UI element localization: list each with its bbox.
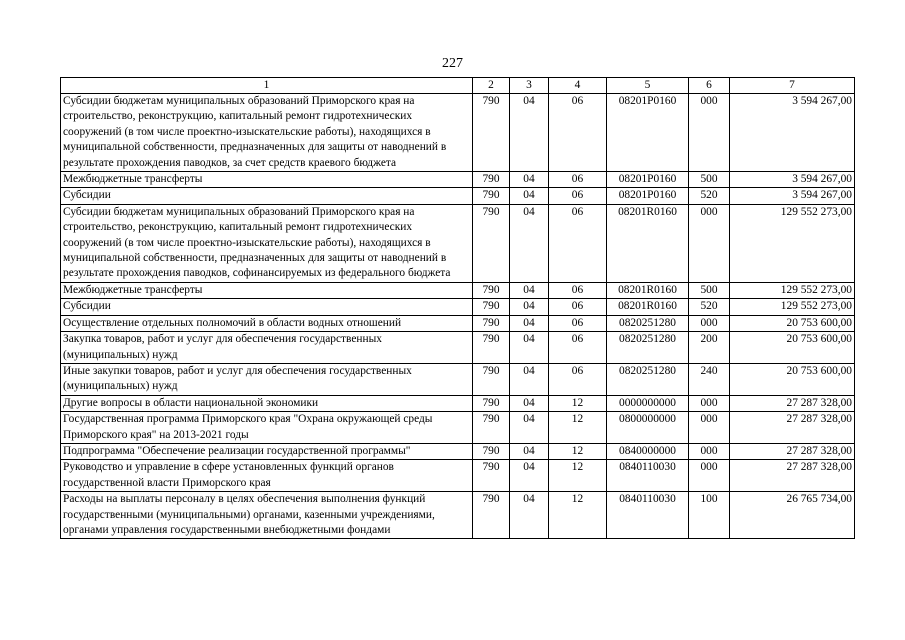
row-subsection-code: 06 bbox=[549, 363, 607, 395]
row-grbs-code: 790 bbox=[473, 395, 510, 411]
column-header: 2 bbox=[473, 78, 510, 94]
row-subsection-code: 06 bbox=[549, 188, 607, 204]
row-description: Государственная программа Приморского края "Охрана окружающей среды Приморского края" на 2013-2021 годы bbox=[61, 412, 473, 444]
row-target-article-code: 0840110030 bbox=[607, 492, 689, 539]
row-description: Субсидии бюджетам муниципальных образований Приморского края на строительство, реконструкцию, капитальный ремонт гидротехнических сооружений (в том числе проектно-изыскательские работы), находящихся в муниципальной собственности, предназначенных для защиты от наводнений в результате прохождения паводков, софинансируемых из федерального бюджета bbox=[61, 204, 473, 282]
row-description: Иные закупки товаров, работ и услуг для обеспечения государственных (муниципальных) нужд bbox=[61, 363, 473, 395]
row-expense-type-code: 000 bbox=[689, 460, 730, 492]
row-target-article-code: 08201P0160 bbox=[607, 188, 689, 204]
row-amount: 26 765 734,00 bbox=[730, 492, 855, 539]
row-grbs-code: 790 bbox=[473, 188, 510, 204]
row-subsection-code: 12 bbox=[549, 460, 607, 492]
row-target-article-code: 08201P0160 bbox=[607, 94, 689, 172]
table-row bbox=[61, 363, 855, 395]
row-section-code: 04 bbox=[510, 315, 549, 331]
row-section-code: 04 bbox=[510, 188, 549, 204]
row-target-article-code: 0820251280 bbox=[607, 332, 689, 364]
row-amount: 3 594 267,00 bbox=[730, 188, 855, 204]
row-target-article-code: 0840110030 bbox=[607, 460, 689, 492]
row-expense-type-code: 000 bbox=[689, 443, 730, 459]
row-expense-type-code: 000 bbox=[689, 395, 730, 411]
row-subsection-code: 06 bbox=[549, 282, 607, 298]
row-description: Другие вопросы в области национальной экономики bbox=[61, 395, 473, 411]
row-section-code: 04 bbox=[510, 412, 549, 444]
row-grbs-code: 790 bbox=[473, 332, 510, 364]
row-section-code: 04 bbox=[510, 204, 549, 282]
row-target-article-code: 08201R0160 bbox=[607, 204, 689, 282]
row-expense-type-code: 520 bbox=[689, 299, 730, 315]
row-target-article-code: 0820251280 bbox=[607, 315, 689, 331]
row-section-code: 04 bbox=[510, 172, 549, 188]
row-description: Подпрограмма "Обеспечение реализации государственной программы" bbox=[61, 443, 473, 459]
row-section-code: 04 bbox=[510, 282, 549, 298]
row-section-code: 04 bbox=[510, 395, 549, 411]
table-row bbox=[61, 332, 855, 364]
table-row bbox=[61, 282, 855, 298]
column-header: 7 bbox=[730, 78, 855, 94]
row-grbs-code: 790 bbox=[473, 94, 510, 172]
row-grbs-code: 790 bbox=[473, 363, 510, 395]
row-amount: 129 552 273,00 bbox=[730, 299, 855, 315]
table-row bbox=[61, 172, 855, 188]
row-target-article-code: 08201R0160 bbox=[607, 299, 689, 315]
row-subsection-code: 06 bbox=[549, 299, 607, 315]
row-expense-type-code: 100 bbox=[689, 492, 730, 539]
row-section-code: 04 bbox=[510, 299, 549, 315]
row-amount: 27 287 328,00 bbox=[730, 395, 855, 411]
row-target-article-code: 0800000000 bbox=[607, 412, 689, 444]
header-row bbox=[61, 78, 855, 94]
row-amount: 3 594 267,00 bbox=[730, 94, 855, 172]
row-amount: 20 753 600,00 bbox=[730, 332, 855, 364]
column-header: 5 bbox=[607, 78, 689, 94]
budget-table bbox=[60, 77, 855, 539]
table-row bbox=[61, 443, 855, 459]
row-grbs-code: 790 bbox=[473, 172, 510, 188]
row-expense-type-code: 000 bbox=[689, 204, 730, 282]
row-expense-type-code: 240 bbox=[689, 363, 730, 395]
table-row bbox=[61, 315, 855, 331]
column-header: 4 bbox=[549, 78, 607, 94]
row-target-article-code: 0000000000 bbox=[607, 395, 689, 411]
table-row bbox=[61, 492, 855, 539]
row-description: Руководство и управление в сфере установленных функций органов государственной власти Приморского края bbox=[61, 460, 473, 492]
row-expense-type-code: 200 bbox=[689, 332, 730, 364]
row-amount: 20 753 600,00 bbox=[730, 363, 855, 395]
row-grbs-code: 790 bbox=[473, 443, 510, 459]
row-target-article-code: 08201P0160 bbox=[607, 172, 689, 188]
row-description: Субсидии бюджетам муниципальных образований Приморского края на строительство, реконструкцию, капитальный ремонт гидротехнических сооружений (в том числе проектно-изыскательские работы), находящихся в муниципальной собственности, предназначенных для защиты от наводнений в результате прохождения паводков, за счет средств краевого бюджета bbox=[61, 94, 473, 172]
row-expense-type-code: 000 bbox=[689, 94, 730, 172]
table-row bbox=[61, 188, 855, 204]
row-section-code: 04 bbox=[510, 332, 549, 364]
table-body bbox=[61, 94, 855, 539]
row-grbs-code: 790 bbox=[473, 315, 510, 331]
row-expense-type-code: 000 bbox=[689, 412, 730, 444]
row-subsection-code: 06 bbox=[549, 204, 607, 282]
row-target-article-code: 0820251280 bbox=[607, 363, 689, 395]
row-grbs-code: 790 bbox=[473, 282, 510, 298]
row-expense-type-code: 000 bbox=[689, 315, 730, 331]
row-description: Субсидии bbox=[61, 188, 473, 204]
row-description: Закупка товаров, работ и услуг для обеспечения государственных (муниципальных) нужд bbox=[61, 332, 473, 364]
row-subsection-code: 12 bbox=[549, 492, 607, 539]
row-expense-type-code: 500 bbox=[689, 172, 730, 188]
row-amount: 27 287 328,00 bbox=[730, 443, 855, 459]
row-amount: 129 552 273,00 bbox=[730, 204, 855, 282]
row-grbs-code: 790 bbox=[473, 412, 510, 444]
row-description: Субсидии bbox=[61, 299, 473, 315]
table-row bbox=[61, 412, 855, 444]
row-grbs-code: 790 bbox=[473, 204, 510, 282]
row-amount: 20 753 600,00 bbox=[730, 315, 855, 331]
row-expense-type-code: 520 bbox=[689, 188, 730, 204]
row-section-code: 04 bbox=[510, 363, 549, 395]
table-row bbox=[61, 395, 855, 411]
row-section-code: 04 bbox=[510, 94, 549, 172]
row-description: Расходы на выплаты персоналу в целях обеспечения выполнения функций государственными (муниципальными) органами, казенными учреждениями, органами управления государственными внебюджетными фондами bbox=[61, 492, 473, 539]
row-subsection-code: 12 bbox=[549, 443, 607, 459]
table-row bbox=[61, 94, 855, 172]
row-grbs-code: 790 bbox=[473, 299, 510, 315]
row-subsection-code: 06 bbox=[549, 94, 607, 172]
row-grbs-code: 790 bbox=[473, 492, 510, 539]
table-row bbox=[61, 204, 855, 282]
row-target-article-code: 08201R0160 bbox=[607, 282, 689, 298]
row-subsection-code: 06 bbox=[549, 172, 607, 188]
row-description: Межбюджетные трансферты bbox=[61, 172, 473, 188]
row-amount: 129 552 273,00 bbox=[730, 282, 855, 298]
table-row bbox=[61, 460, 855, 492]
column-header: 6 bbox=[689, 78, 730, 94]
column-header: 1 bbox=[61, 78, 473, 94]
row-section-code: 04 bbox=[510, 460, 549, 492]
row-description: Осуществление отдельных полномочий в области водных отношений bbox=[61, 315, 473, 331]
row-section-code: 04 bbox=[510, 492, 549, 539]
row-target-article-code: 0840000000 bbox=[607, 443, 689, 459]
row-description: Межбюджетные трансферты bbox=[61, 282, 473, 298]
row-amount: 27 287 328,00 bbox=[730, 412, 855, 444]
row-section-code: 04 bbox=[510, 443, 549, 459]
table-row bbox=[61, 299, 855, 315]
page-number: 227 bbox=[442, 56, 463, 71]
row-amount: 3 594 267,00 bbox=[730, 172, 855, 188]
column-header: 3 bbox=[510, 78, 549, 94]
row-grbs-code: 790 bbox=[473, 460, 510, 492]
row-amount: 27 287 328,00 bbox=[730, 460, 855, 492]
row-subsection-code: 12 bbox=[549, 395, 607, 411]
row-expense-type-code: 500 bbox=[689, 282, 730, 298]
row-subsection-code: 12 bbox=[549, 412, 607, 444]
row-subsection-code: 06 bbox=[549, 332, 607, 364]
row-subsection-code: 06 bbox=[549, 315, 607, 331]
